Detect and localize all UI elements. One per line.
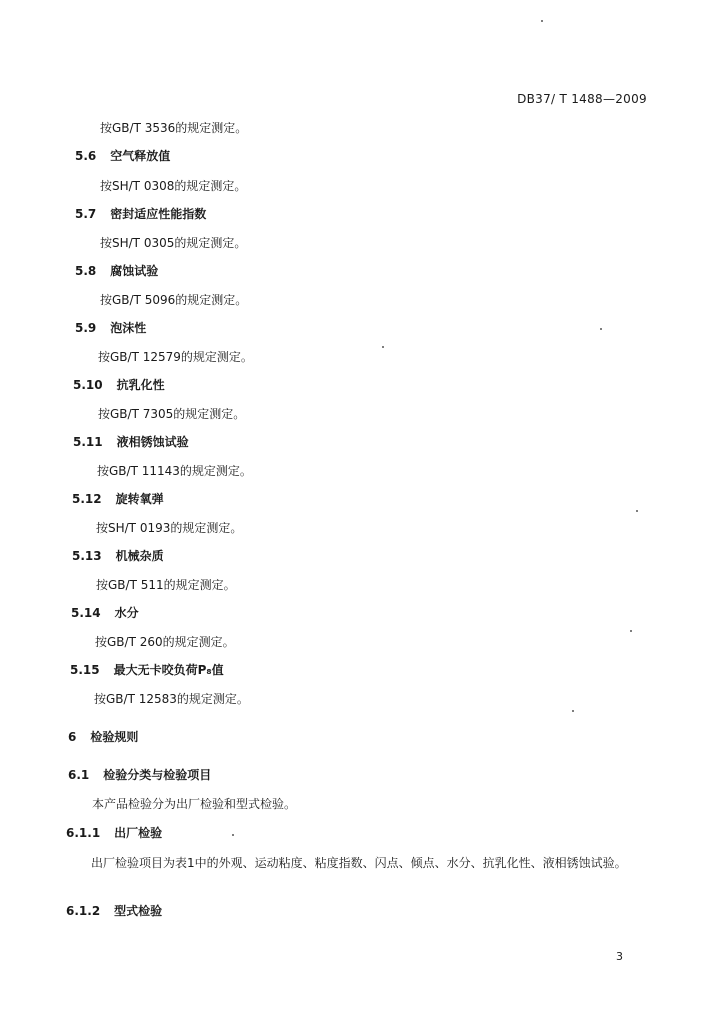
section-number: 5.12	[72, 492, 102, 506]
subsection-heading	[66, 825, 162, 841]
section-number: 5.14	[71, 606, 101, 620]
section-title: 液相锈蚀试验	[116, 435, 189, 449]
scan-speck	[232, 834, 234, 836]
scan-speck	[600, 328, 602, 330]
section-heading	[71, 605, 139, 621]
body-text: 本产品检验分为出厂检验和型式检验。	[92, 797, 297, 811]
section-title: 检验分类与检验项目	[103, 768, 212, 782]
section-title: 机械杂质	[115, 549, 164, 563]
section-heading	[72, 491, 164, 507]
section-number: 5.15	[70, 663, 100, 677]
section-title: 旋转氧弹	[115, 492, 164, 506]
method-text: 按GB/T 3536的规定测定。	[100, 121, 248, 135]
section-number: 5.10	[73, 378, 103, 392]
section-heading	[75, 148, 170, 164]
scan-speck	[630, 630, 632, 632]
method-text: 按GB/T 5096的规定测定。	[100, 293, 248, 307]
section-heading	[73, 434, 189, 450]
section-heading	[75, 320, 146, 336]
section-number: 5.13	[72, 549, 102, 563]
section-title: 泡沫性	[110, 321, 147, 335]
scan-speck	[572, 710, 574, 712]
section-title: 水分	[114, 606, 139, 620]
section-title: 最大无卡咬负荷P₈值	[113, 663, 224, 677]
section-title: 密封适应性能指数	[110, 207, 207, 221]
section-number: 6.1	[68, 768, 90, 782]
section-title: 出厂检验	[114, 826, 163, 840]
method-text: 按SH/T 0305的规定测定。	[100, 236, 247, 250]
method-text: 按SH/T 0308的规定测定。	[100, 179, 247, 193]
method-text: 按GB/T 7305的规定测定。	[98, 407, 246, 421]
method-text: 按GB/T 12579的规定测定。	[98, 350, 253, 364]
section-title: 抗乳化性	[116, 378, 165, 392]
subsection-heading	[66, 903, 162, 919]
standard-code: DB37/ T 1488—2009	[517, 92, 647, 106]
chapter-heading	[68, 729, 138, 745]
section-number: 5.9	[75, 321, 97, 335]
section-number: 5.6	[75, 149, 97, 163]
method-text: 按SH/T 0193的规定测定。	[96, 521, 243, 535]
method-text: 按GB/T 260的规定测定。	[95, 635, 235, 649]
section-title: 空气释放值	[110, 149, 171, 163]
method-text: 按GB/T 12583的规定测定。	[94, 692, 249, 706]
scan-speck	[636, 510, 638, 512]
section-title: 腐蚀试验	[110, 264, 159, 278]
section-number: 6	[68, 730, 77, 744]
section-number: 5.11	[73, 435, 103, 449]
section-number: 5.8	[75, 264, 97, 278]
method-text: 按GB/T 511的规定测定。	[96, 578, 236, 592]
section-heading	[73, 377, 165, 393]
scan-speck	[382, 346, 384, 348]
section-heading	[70, 662, 224, 678]
body-paragraph: 出厂检验项目为表1中的外观、运动粘度、粘度指数、闪点、倾点、水分、抗乳化性、液相锈蚀试验。	[91, 856, 627, 870]
section-heading	[75, 263, 158, 279]
section-number: 6.1.2	[66, 904, 101, 918]
section-title: 型式检验	[114, 904, 163, 918]
section-number: 6.1.1	[66, 826, 101, 840]
page-number: 3	[616, 950, 623, 963]
method-text: 按GB/T 11143的规定测定。	[97, 464, 252, 478]
scan-speck	[541, 20, 543, 22]
section-heading	[75, 206, 206, 222]
section-title: 检验规则	[90, 730, 139, 744]
section-number: 5.7	[75, 207, 97, 221]
section-heading	[68, 767, 211, 783]
section-heading	[72, 548, 164, 564]
